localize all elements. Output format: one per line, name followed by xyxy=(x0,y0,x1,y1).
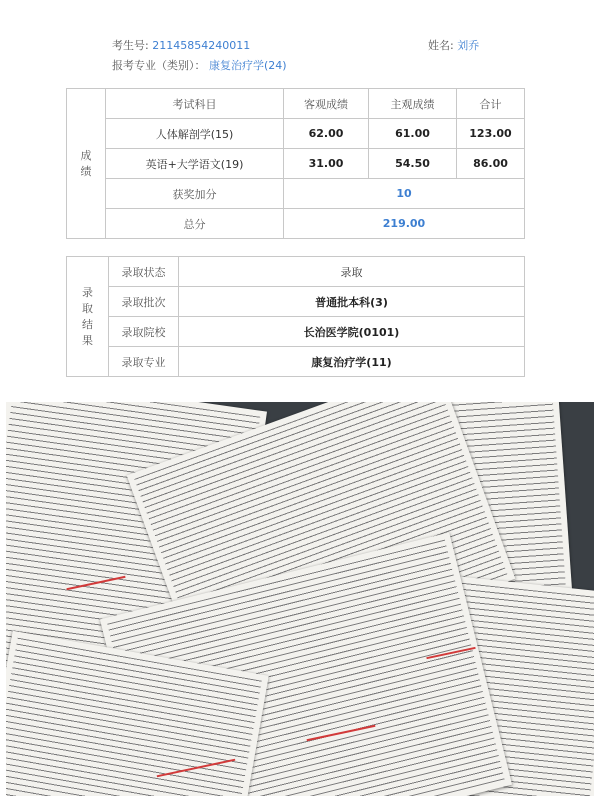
grand-total-value: 219.00 xyxy=(284,209,525,239)
admission-major-label: 录取专业 xyxy=(109,347,179,377)
grand-total-label: 总分 xyxy=(106,209,284,239)
exam-number-row xyxy=(112,36,552,56)
score-side-label-char: 绩 xyxy=(80,164,92,178)
admission-school-label: 录取院校 xyxy=(109,317,179,347)
column-header-total: 合计 xyxy=(457,89,525,119)
score-side-label xyxy=(67,89,106,239)
subject-cell: 英语+大学语文(19) xyxy=(106,149,284,179)
admission-side-label-char: 结 xyxy=(82,317,93,331)
applied-major-value: 康复治疗学(24) xyxy=(209,59,287,72)
applied-major-label: 报考专业（类别）： xyxy=(112,59,206,72)
subjective-score-cell: 61.00 xyxy=(369,119,457,149)
exam-number-value: 21145854240011 xyxy=(152,39,251,52)
bonus-row xyxy=(67,179,525,209)
candidate-name-row xyxy=(428,36,479,56)
subject-cell: 人体解剖学(15) xyxy=(106,119,284,149)
study-notes-photo xyxy=(6,402,594,796)
score-row xyxy=(67,149,525,179)
exam-number-label: 考生号: xyxy=(112,39,149,52)
admission-status-label: 录取状态 xyxy=(109,257,179,287)
admission-table xyxy=(66,256,525,377)
admission-school-value: 长治医学院(0101) xyxy=(179,317,525,347)
bonus-value: 10 xyxy=(284,179,525,209)
bonus-label: 获奖加分 xyxy=(106,179,284,209)
score-table xyxy=(66,88,525,239)
objective-score-cell: 31.00 xyxy=(284,149,369,179)
score-row xyxy=(67,119,525,149)
admission-side-label-char: 录 xyxy=(82,285,93,299)
applied-major-row xyxy=(112,56,552,76)
score-side-label-char: 成 xyxy=(80,148,92,162)
admission-status-value: 录取 xyxy=(179,257,525,287)
subjective-score-cell: 54.50 xyxy=(369,149,457,179)
admission-side-label-char: 取 xyxy=(82,301,93,315)
grand-total-row xyxy=(67,209,525,239)
admission-side-label-char: 果 xyxy=(82,333,93,347)
objective-score-cell: 62.00 xyxy=(284,119,369,149)
total-score-cell: 86.00 xyxy=(457,149,525,179)
admission-major-value: 康复治疗学(11) xyxy=(179,347,525,377)
admission-side-label xyxy=(67,257,109,377)
admission-batch-label: 录取批次 xyxy=(109,287,179,317)
column-header-objective: 客观成绩 xyxy=(284,89,369,119)
candidate-name-label: 姓名: xyxy=(428,39,454,52)
column-header-subjective: 主观成绩 xyxy=(369,89,457,119)
candidate-info xyxy=(112,36,552,76)
total-score-cell: 123.00 xyxy=(457,119,525,149)
candidate-name-value: 刘乔 xyxy=(457,39,480,52)
column-header-subject: 考试科目 xyxy=(106,89,284,119)
admission-batch-value: 普通批本科(3) xyxy=(179,287,525,317)
